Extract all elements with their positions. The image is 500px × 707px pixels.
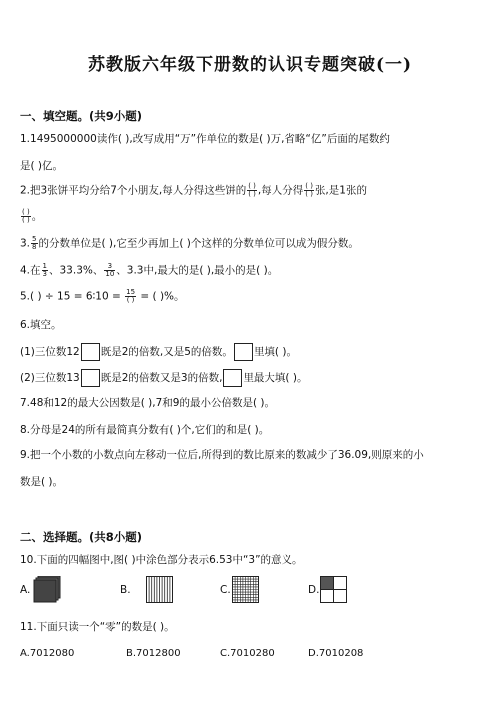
option-d-figure [320, 576, 347, 603]
question-4: 4.在 $\frac{1}{3}$ 、33.3%、 $\frac{3}{10}$ 、3.3中,最大的是( ),最小的是( )。 [20, 262, 279, 278]
question-2-line-2: $\frac{( )}{( )}$ 。 [22, 208, 43, 224]
fraction: $\frac{15}{( )}$ [126, 288, 136, 304]
option-c-figure [232, 576, 259, 603]
question-6-heading: 6.填空。 [20, 319, 62, 331]
question-10-options [20, 576, 360, 602]
fraction-blank: $\frac{( )}{( )}$ [22, 208, 30, 224]
question-9-line-1: 9.把一个小数的小数点向左移动一位后,所得到的数比原来的数减少了36.09,则原来的小 [20, 449, 424, 461]
fraction-blank: $\frac{( )}{( )}$ [305, 182, 313, 198]
fraction: $\frac{5}{8}$ [32, 235, 37, 251]
question-8: 8.分母是24的所有最简真分数有( )个,它们的和是( )。 [20, 424, 270, 436]
fraction: $\frac{1}{3}$ [42, 262, 47, 278]
option-b-label: B. [120, 584, 131, 596]
question-1-line-1: 1.1495000000读作( ),改写成用“万”作单位的数是( )万,省略“亿”后面的尾数约 [20, 133, 390, 145]
choice-b[interactable]: B.7012800 [126, 648, 181, 659]
fraction: $\frac{3}{10}$ [105, 262, 115, 278]
answer-box[interactable] [234, 343, 253, 361]
option-a-label: A. [20, 584, 31, 596]
option-c-label: C. [220, 584, 231, 596]
choice-d[interactable]: D.7010208 [308, 648, 364, 659]
option-a-figure [32, 576, 62, 604]
question-1-line-2: 是( )亿。 [20, 160, 64, 172]
section-heading-multiple-choice: 二、选择题。(共8小题) [20, 530, 143, 544]
option-d-label: D. [308, 584, 320, 596]
question-2-line-1: 2.把3张饼平均分给7个小朋友,每人分得这些饼的 $\frac{( )}{( )}$ ,每人分得 $\frac{( )}{( )}$ 张,是1张的 [20, 182, 367, 198]
question-6-part-2: (2)三位数13 既是2的倍数又是3的倍数, 里最大填( )。 [20, 369, 307, 387]
fraction-blank: $\frac{( )}{( )}$ [248, 182, 256, 198]
question-10: 10.下面的四幅图中,图( )中涂色部分表示6.53中“3”的意义。 [20, 554, 303, 566]
page-title: 苏教版六年级下册数的认识专题突破(一) [87, 55, 413, 75]
option-b-figure [146, 576, 173, 603]
choice-a[interactable]: A.7012080 [20, 648, 75, 659]
answer-box[interactable] [81, 343, 100, 361]
choice-c[interactable]: C.7010280 [220, 648, 275, 659]
question-9-line-2: 数是( )。 [20, 476, 64, 488]
answer-box[interactable] [223, 369, 242, 387]
section-heading-fill-in: 一、填空题。(共9小题) [20, 109, 143, 123]
question-6-part-1: (1)三位数12 既是2的倍数,又是5的倍数。 里填( )。 [20, 343, 297, 361]
question-7: 7.48和12的最大公因数是( ),7和9的最小公倍数是( )。 [20, 397, 275, 409]
answer-box[interactable] [81, 369, 100, 387]
question-3: 3. $\frac{5}{8}$ 的分数单位是( ),它至少再加上( )个这样的分数单位可以成为假分数。 [20, 235, 359, 251]
question-5: 5.( ) ÷ 15 = 6∶10 = $\frac{15}{( )}$ = ( )%。 [20, 288, 185, 304]
question-11: 11.下面只读一个“零”的数是( )。 [20, 621, 175, 633]
